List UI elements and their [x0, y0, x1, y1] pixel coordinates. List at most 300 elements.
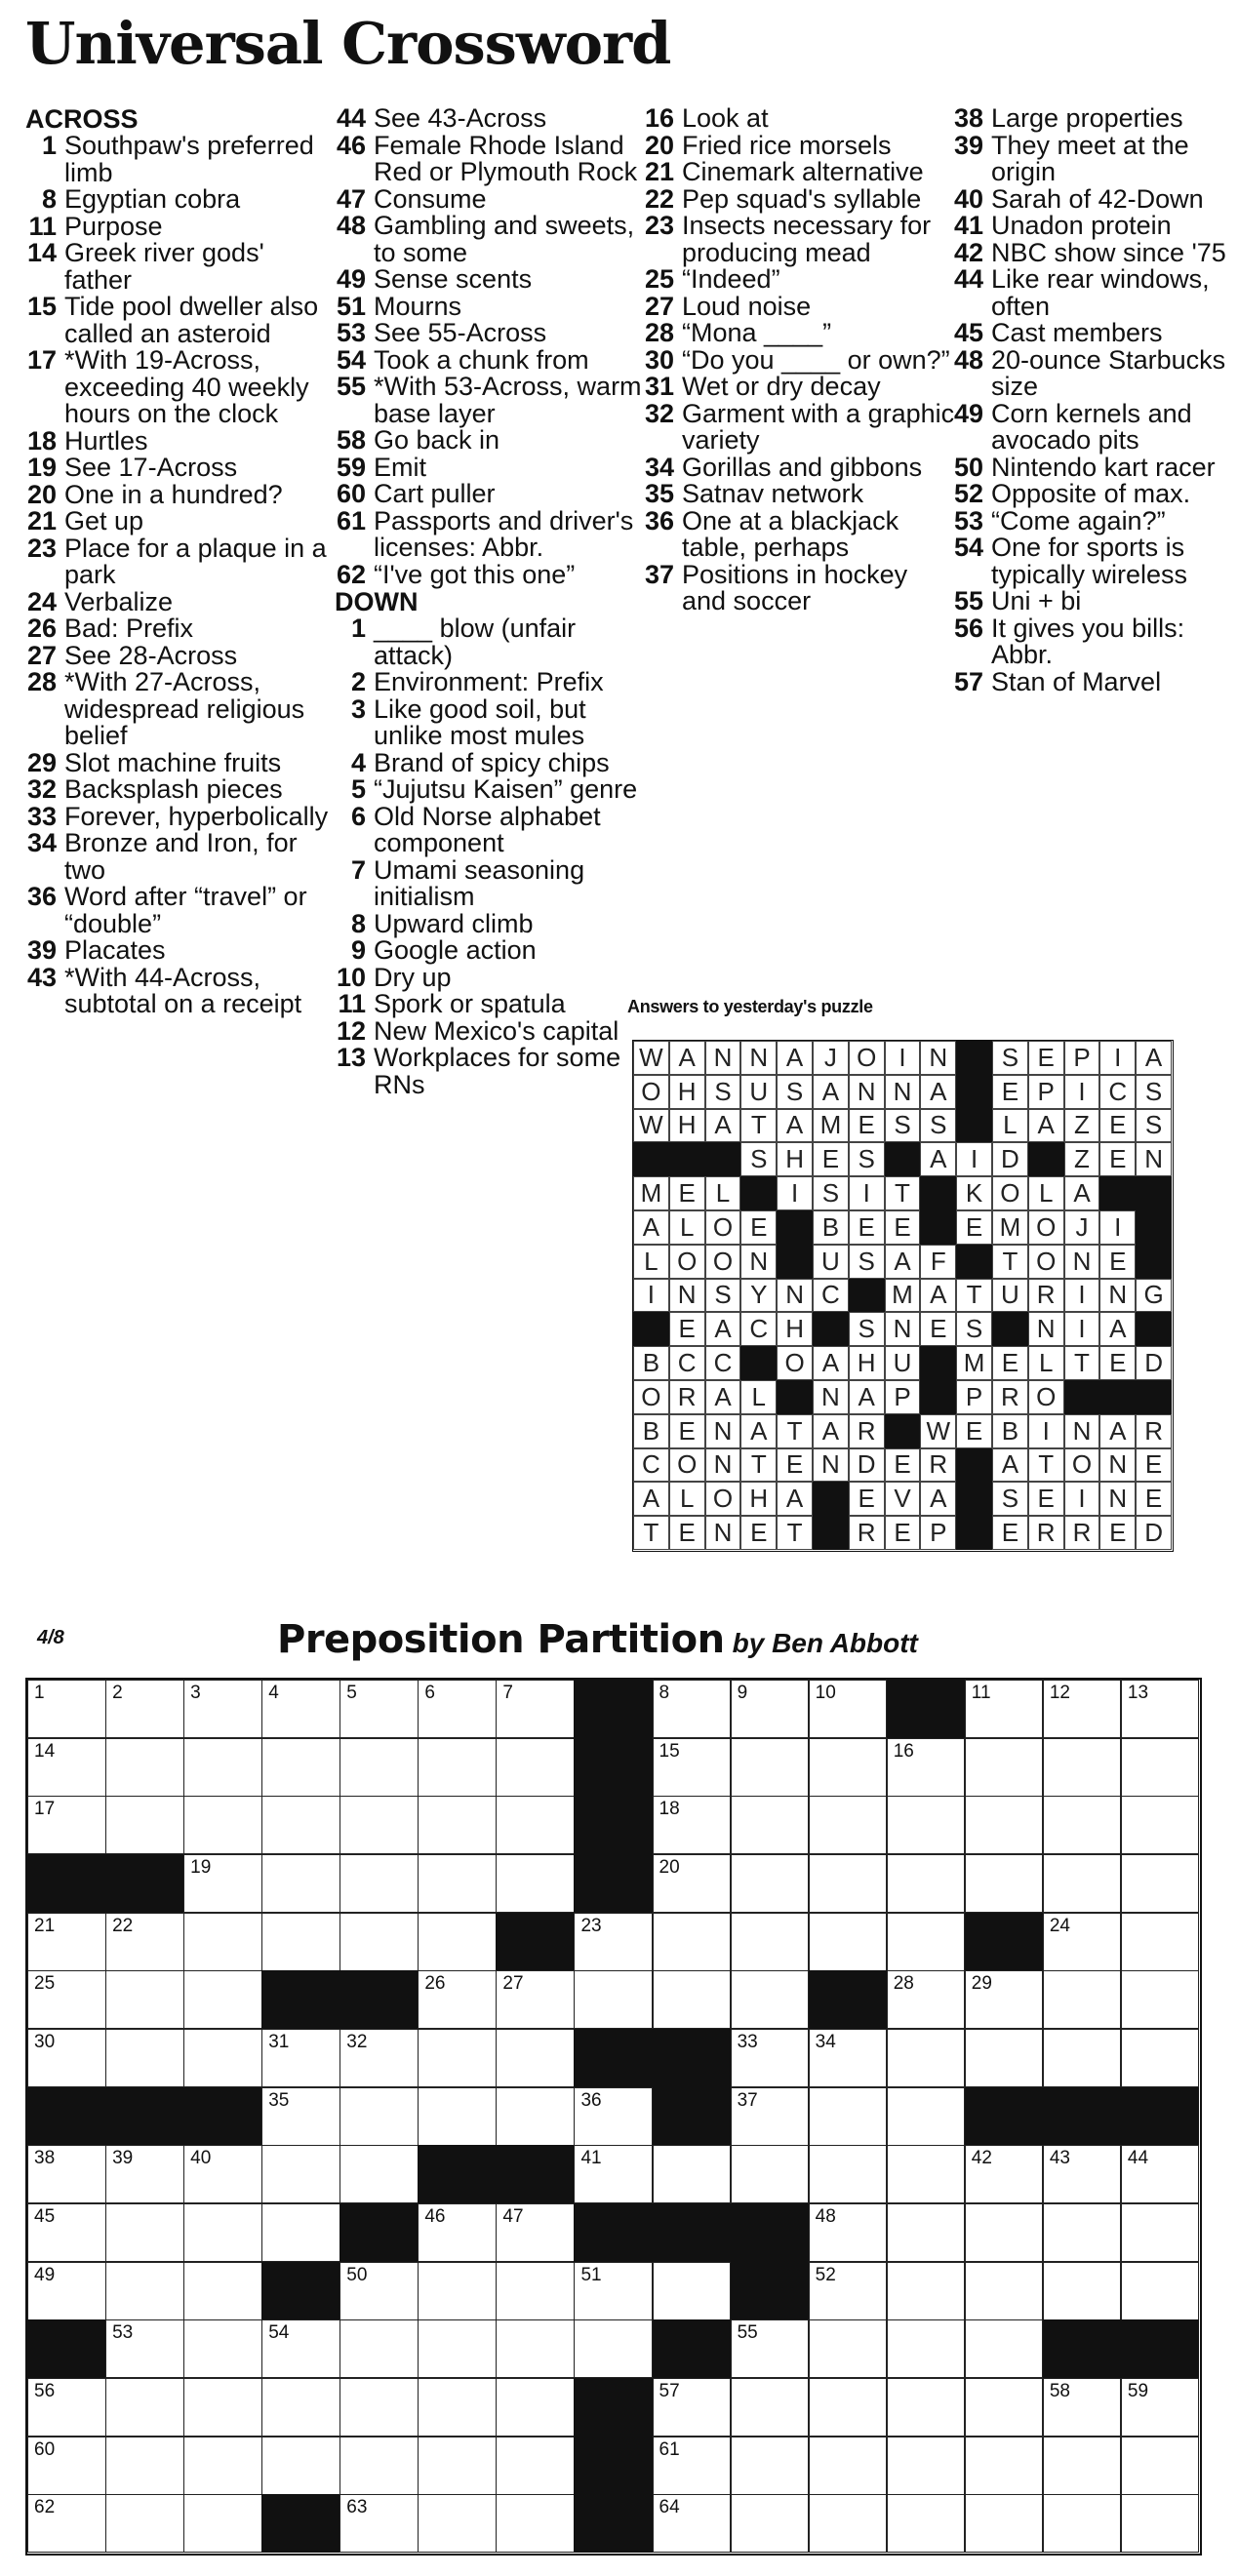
grid-cell[interactable]: [887, 1738, 966, 1797]
across-clue-27[interactable]: [25, 640, 338, 670]
across-clue-14[interactable]: [25, 240, 338, 294]
grid-cell[interactable]: [183, 1738, 262, 1797]
grid-cell[interactable]: [183, 1913, 262, 1971]
clue-text: Bad: Prefix: [64, 614, 194, 643]
clue-text: Greek river gods' father: [64, 238, 264, 295]
down-clue-1[interactable]: [335, 615, 652, 669]
grid-cell[interactable]: [731, 2029, 810, 2087]
grid-cell[interactable]: [105, 2145, 184, 2203]
across-clue-21[interactable]: [25, 508, 338, 535]
grid-cell[interactable]: [183, 2494, 262, 2553]
answer-cell: N: [920, 1041, 956, 1075]
down-clue-25[interactable]: [643, 266, 955, 294]
grid-cell[interactable]: [27, 1913, 106, 1971]
grid-cell[interactable]: [27, 1680, 106, 1738]
grid-cell[interactable]: [653, 2262, 732, 2320]
down-clue-38[interactable]: [952, 105, 1238, 133]
grid-cell[interactable]: [496, 2087, 575, 2146]
grid-cell[interactable]: [261, 1680, 340, 1738]
down-clue-10[interactable]: [335, 962, 652, 992]
across-clue-62[interactable]: [335, 559, 652, 589]
grid-cell[interactable]: [339, 2087, 419, 2146]
clue-text: Brand of spicy chips: [374, 747, 610, 777]
grid-block: [574, 2029, 653, 2087]
grid-cell[interactable]: [418, 2494, 497, 2553]
grid-cell[interactable]: [339, 2262, 419, 2320]
grid-cell[interactable]: [105, 2378, 184, 2437]
grid-cell[interactable]: [496, 2437, 575, 2495]
grid-cell[interactable]: [809, 1796, 888, 1854]
down-clue-50[interactable]: [952, 452, 1238, 482]
down-clue-4[interactable]: [335, 747, 652, 777]
grid-cell[interactable]: [1043, 1796, 1122, 1854]
grid-cell[interactable]: [1121, 2262, 1200, 2320]
grid-cell[interactable]: [183, 2029, 262, 2087]
grid-cell[interactable]: [496, 1970, 575, 2029]
grid-cell[interactable]: [965, 2203, 1044, 2262]
grid-cell[interactable]: [1121, 1970, 1200, 2029]
grid-cell[interactable]: [1043, 1913, 1122, 1971]
grid-cell[interactable]: [731, 1913, 810, 1971]
across-clue-11[interactable]: [25, 211, 338, 241]
grid-cell[interactable]: [261, 2145, 340, 2203]
grid-cell[interactable]: [887, 1854, 966, 1913]
grid-cell[interactable]: [1121, 1796, 1200, 1854]
grid-cell[interactable]: [496, 2319, 575, 2378]
down-clue-39[interactable]: [952, 130, 1238, 186]
across-clue-19[interactable]: [25, 455, 338, 482]
grid-cell[interactable]: [339, 1796, 419, 1854]
grid-cell[interactable]: [653, 1913, 732, 1971]
grid-cell[interactable]: [1043, 2145, 1122, 2203]
grid-cell[interactable]: [887, 2437, 966, 2495]
grid-cell[interactable]: [887, 1913, 966, 1971]
grid-cell[interactable]: [887, 2319, 966, 2378]
grid-cell[interactable]: [261, 2203, 340, 2262]
down-clue-11[interactable]: [335, 991, 652, 1018]
down-clue-20[interactable]: [643, 130, 955, 160]
grid-cell[interactable]: [965, 2378, 1044, 2437]
grid-cell[interactable]: [574, 2319, 653, 2378]
grid-cell[interactable]: [418, 1854, 497, 1913]
answer-cell: K: [956, 1176, 992, 1210]
down-clue-23[interactable]: [643, 213, 955, 266]
grid-cell[interactable]: [496, 2029, 575, 2087]
grid-cell[interactable]: [809, 2437, 888, 2495]
answer-cell: W: [633, 1041, 669, 1075]
grid-cell[interactable]: [809, 1854, 888, 1913]
grid-cell[interactable]: [496, 2378, 575, 2437]
down-clue-41[interactable]: [952, 213, 1238, 240]
grid-cell[interactable]: [261, 2319, 340, 2378]
down-clue-55[interactable]: [952, 588, 1238, 615]
grid-cell[interactable]: [27, 1796, 106, 1854]
answer-cell: Z: [1064, 1109, 1100, 1143]
grid-cell[interactable]: [105, 2319, 184, 2378]
grid-cell[interactable]: [965, 1854, 1044, 1913]
across-clue-33[interactable]: [25, 801, 338, 831]
grid-cell[interactable]: [183, 1680, 262, 1738]
grid-cell[interactable]: [887, 2145, 966, 2203]
grid-cell[interactable]: [887, 2087, 966, 2146]
grid-cell[interactable]: [183, 2203, 262, 2262]
puzzle-byline: by Ben Abbott: [732, 1628, 918, 1658]
down-clue-3[interactable]: [335, 696, 652, 750]
grid-cell[interactable]: [339, 1913, 419, 1971]
clue-text: Loud noise: [682, 291, 812, 321]
grid-cell[interactable]: [496, 2203, 575, 2262]
across-clue-61[interactable]: [335, 505, 652, 562]
grid-cell[interactable]: [1121, 2145, 1200, 2203]
grid-cell[interactable]: [183, 2319, 262, 2378]
grid-cell[interactable]: [887, 1970, 966, 2029]
grid-cell[interactable]: [105, 1970, 184, 2029]
grid-cell[interactable]: [1043, 2378, 1122, 2437]
across-clue-1[interactable]: [25, 133, 338, 186]
grid-cell-number: 7: [502, 1683, 513, 1703]
across-clue-53[interactable]: [335, 320, 652, 347]
grid-cell[interactable]: [496, 1738, 575, 1797]
grid-cell[interactable]: [27, 1738, 106, 1797]
grid-cell[interactable]: [965, 2494, 1044, 2553]
grid-cell[interactable]: [1043, 2203, 1122, 2262]
grid-cell[interactable]: [261, 2437, 340, 2495]
down-clue-34[interactable]: [643, 452, 955, 482]
down-clue-22[interactable]: [643, 183, 955, 214]
grid-cell[interactable]: [418, 2319, 497, 2378]
grid-cell[interactable]: [418, 2029, 497, 2087]
across-clue-49[interactable]: [335, 266, 652, 294]
grid-cell[interactable]: [809, 2203, 888, 2262]
grid-cell[interactable]: [496, 1796, 575, 1854]
grid-cell[interactable]: [27, 2262, 106, 2320]
down-clue-12[interactable]: [335, 1015, 652, 1046]
grid-cell[interactable]: [1121, 2378, 1200, 2437]
across-clue-18[interactable]: [25, 425, 338, 456]
grid-cell-number: 57: [659, 2381, 680, 2401]
grid-cell[interactable]: [1121, 1854, 1200, 1913]
grid-cell[interactable]: [653, 2145, 732, 2203]
across-clue-46[interactable]: [335, 130, 652, 186]
grid-cell[interactable]: [1043, 1680, 1122, 1738]
down-clue-49[interactable]: [952, 398, 1238, 455]
grid-cell-number: 17: [34, 1799, 56, 1820]
grid-cell[interactable]: [27, 1970, 106, 2029]
across-clue-17[interactable]: [25, 347, 338, 428]
down-clue-27[interactable]: [643, 291, 955, 321]
grid-cell[interactable]: [809, 2378, 888, 2437]
grid-cell[interactable]: [965, 2029, 1044, 2087]
down-clue-40[interactable]: [952, 183, 1238, 214]
across-clue-43[interactable]: [25, 962, 338, 1018]
grid-cell[interactable]: [418, 1738, 497, 1797]
grid-cell[interactable]: [183, 1970, 262, 2029]
across-clue-54[interactable]: [335, 344, 652, 375]
down-clue-37[interactable]: [643, 559, 955, 615]
grid-cell[interactable]: [1043, 2029, 1122, 2087]
grid-cell[interactable]: [653, 2378, 732, 2437]
answer-block: [1099, 1176, 1136, 1210]
grid-cell[interactable]: [653, 1680, 732, 1738]
grid-cell[interactable]: [1121, 1913, 1200, 1971]
grid-cell[interactable]: [496, 1680, 575, 1738]
grid-cell[interactable]: [105, 1680, 184, 1738]
across-clue-51[interactable]: [335, 291, 652, 321]
down-clue-35[interactable]: [643, 481, 955, 508]
down-clue-36[interactable]: [643, 505, 955, 562]
down-clue-5[interactable]: [335, 776, 652, 804]
grid-cell[interactable]: [27, 2437, 106, 2495]
down-clue-52[interactable]: [952, 481, 1238, 508]
grid-cell[interactable]: [339, 1854, 419, 1913]
grid-cell[interactable]: [809, 2494, 888, 2553]
grid-cell[interactable]: [1121, 2437, 1200, 2495]
clue-number: 20: [644, 130, 674, 160]
grid-cell[interactable]: [887, 2262, 966, 2320]
grid-cell[interactable]: [418, 2203, 497, 2262]
grid-cell[interactable]: [731, 1854, 810, 1913]
grid-cell[interactable]: [731, 2145, 810, 2203]
grid-cell[interactable]: [183, 2437, 262, 2495]
down-clue-21[interactable]: [643, 159, 955, 186]
grid-cell[interactable]: [1043, 2437, 1122, 2495]
crossword-grid[interactable]: [25, 1678, 1202, 2556]
grid-cell[interactable]: [105, 2437, 184, 2495]
grid-cell[interactable]: [574, 2087, 653, 2146]
down-clue-42[interactable]: [952, 237, 1238, 267]
grid-cell[interactable]: [809, 2087, 888, 2146]
grid-cell[interactable]: [27, 2378, 106, 2437]
grid-cell[interactable]: [339, 2029, 419, 2087]
across-clue-55[interactable]: [335, 374, 652, 427]
across-clue-23[interactable]: [25, 535, 338, 589]
down-clue-7[interactable]: [335, 854, 652, 911]
answer-cell: N: [813, 1380, 849, 1414]
answer-cell: E: [849, 1210, 885, 1245]
grid-cell[interactable]: [731, 2378, 810, 2437]
grid-cell[interactable]: [339, 2319, 419, 2378]
grid-cell[interactable]: [965, 1738, 1044, 1797]
down-clue-56[interactable]: [952, 615, 1238, 669]
grid-cell[interactable]: [261, 1738, 340, 1797]
grid-cell[interactable]: [105, 2029, 184, 2087]
down-clue-54[interactable]: [952, 535, 1238, 588]
down-clue-6[interactable]: [335, 801, 652, 857]
grid-cell[interactable]: [339, 1680, 419, 1738]
grid-cell[interactable]: [261, 2378, 340, 2437]
grid-cell[interactable]: [183, 1796, 262, 1854]
across-clue-8[interactable]: [25, 186, 338, 214]
clue-text: Gambling and sweets, to some: [374, 211, 635, 267]
grid-cell[interactable]: [731, 1680, 810, 1738]
down-clue-2[interactable]: [335, 669, 652, 696]
grid-cell[interactable]: [105, 2494, 184, 2553]
grid-cell[interactable]: [27, 2203, 106, 2262]
clue-number: 44: [953, 264, 983, 294]
grid-cell[interactable]: [27, 2029, 106, 2087]
down-clue-48[interactable]: [952, 344, 1238, 401]
across-clue-36[interactable]: [25, 884, 338, 937]
grid-cell[interactable]: [1043, 1970, 1122, 2029]
grid-cell[interactable]: [887, 2494, 966, 2553]
grid-cell[interactable]: [105, 2203, 184, 2262]
grid-cell[interactable]: [809, 1913, 888, 1971]
grid-cell[interactable]: [418, 2437, 497, 2495]
down-clue-28[interactable]: [643, 320, 955, 347]
grid-cell[interactable]: [496, 1854, 575, 1913]
grid-cell[interactable]: [574, 2262, 653, 2320]
grid-cell[interactable]: [418, 1970, 497, 2029]
grid-cell[interactable]: [1043, 2262, 1122, 2320]
answer-cell: S: [813, 1176, 849, 1210]
grid-cell[interactable]: [1121, 1738, 1200, 1797]
grid-cell[interactable]: [27, 2494, 106, 2553]
across-clue-34[interactable]: [25, 830, 338, 884]
grid-cell[interactable]: [339, 2437, 419, 2495]
grid-cell[interactable]: [809, 2319, 888, 2378]
across-clue-47[interactable]: [335, 183, 652, 214]
down-clue-30[interactable]: [643, 344, 955, 375]
grid-cell[interactable]: [496, 2494, 575, 2553]
answer-cell: N: [740, 1245, 777, 1279]
grid-cell[interactable]: [965, 2437, 1044, 2495]
down-clue-31[interactable]: [643, 374, 955, 401]
clue-number: 52: [953, 479, 983, 508]
down-clue-57[interactable]: [952, 666, 1238, 696]
across-clue-59[interactable]: [335, 452, 652, 482]
clue-number: 11: [338, 989, 366, 1018]
down-clue-53[interactable]: [952, 505, 1238, 535]
across-clue-28[interactable]: [25, 669, 338, 750]
grid-cell[interactable]: [105, 1738, 184, 1797]
down-clue-44[interactable]: [952, 266, 1238, 320]
grid-cell[interactable]: [809, 2145, 888, 2203]
clue-number: 55: [953, 586, 983, 615]
grid-cell[interactable]: [1121, 2029, 1200, 2087]
grid-cell[interactable]: [809, 2029, 888, 2087]
grid-cell[interactable]: [965, 2145, 1044, 2203]
grid-cell[interactable]: [653, 1970, 732, 2029]
across-clue-39[interactable]: [25, 937, 338, 965]
clue-number: 16: [644, 103, 674, 133]
grid-cell[interactable]: [731, 1738, 810, 1797]
grid-cell[interactable]: [418, 1913, 497, 1971]
grid-cell[interactable]: [574, 2145, 653, 2203]
grid-cell[interactable]: [418, 1680, 497, 1738]
across-clue-60[interactable]: [335, 481, 652, 508]
grid-cell[interactable]: [731, 2319, 810, 2378]
down-clue-9[interactable]: [335, 937, 652, 965]
grid-cell[interactable]: [887, 2378, 966, 2437]
grid-cell[interactable]: [339, 2145, 419, 2203]
grid-cell[interactable]: [261, 2029, 340, 2087]
grid-cell[interactable]: [887, 2203, 966, 2262]
down-clue-13[interactable]: [335, 1045, 652, 1098]
grid-cell[interactable]: [183, 2262, 262, 2320]
grid-cell[interactable]: [339, 1738, 419, 1797]
grid-cell[interactable]: [965, 2319, 1044, 2378]
grid-cell[interactable]: [261, 1796, 340, 1854]
grid-cell[interactable]: [496, 2262, 575, 2320]
grid-cell[interactable]: [1121, 1680, 1200, 1738]
grid-cell[interactable]: [27, 2145, 106, 2203]
grid-cell[interactable]: [809, 1738, 888, 1797]
across-clue-15[interactable]: [25, 294, 338, 347]
across-clue-20[interactable]: [25, 479, 338, 509]
grid-cell[interactable]: [965, 1796, 1044, 1854]
grid-cell[interactable]: [653, 2494, 732, 2553]
grid-cell[interactable]: [183, 1854, 262, 1913]
grid-cell-number: 8: [659, 1683, 670, 1703]
grid-cell[interactable]: [105, 1796, 184, 1854]
grid-cell[interactable]: [653, 1738, 732, 1797]
grid-cell[interactable]: [1043, 2494, 1122, 2553]
answer-cell: R: [1028, 1516, 1064, 1550]
grid-cell[interactable]: [261, 1854, 340, 1913]
across-clue-44[interactable]: [335, 105, 652, 133]
grid-cell[interactable]: [809, 2262, 888, 2320]
grid-cell[interactable]: [809, 1680, 888, 1738]
grid-cell[interactable]: [1043, 1738, 1122, 1797]
across-clue-58[interactable]: [335, 427, 652, 455]
grid-cell[interactable]: [887, 2029, 966, 2087]
grid-cell[interactable]: [965, 1680, 1044, 1738]
grid-cell[interactable]: [418, 1796, 497, 1854]
grid-cell[interactable]: [731, 1796, 810, 1854]
grid-cell[interactable]: [418, 2378, 497, 2437]
clue-number: 22: [644, 183, 674, 214]
grid-cell[interactable]: [731, 2494, 810, 2553]
grid-cell[interactable]: [965, 2262, 1044, 2320]
grid-cell[interactable]: [731, 2087, 810, 2146]
grid-cell[interactable]: [653, 2437, 732, 2495]
across-clue-24[interactable]: [25, 586, 338, 616]
grid-cell[interactable]: [965, 1970, 1044, 2029]
grid-cell[interactable]: [731, 2437, 810, 2495]
grid-cell[interactable]: [339, 2494, 419, 2553]
grid-cell[interactable]: [261, 2087, 340, 2146]
clue-text: Gorillas and gibbons: [682, 452, 923, 482]
across-clue-29[interactable]: [25, 747, 338, 777]
grid-cell[interactable]: [1043, 1854, 1122, 1913]
grid-cell[interactable]: [183, 2378, 262, 2437]
grid-cell[interactable]: [653, 1796, 732, 1854]
clue-text: Go back in: [374, 425, 500, 455]
grid-cell[interactable]: [731, 1970, 810, 2029]
across-clue-48[interactable]: [335, 213, 652, 266]
grid-cell[interactable]: [887, 1796, 966, 1854]
grid-cell-number: 46: [424, 2206, 446, 2227]
grid-cell[interactable]: [339, 2378, 419, 2437]
across-clue-32[interactable]: [25, 776, 338, 804]
grid-cell[interactable]: [653, 1854, 732, 1913]
grid-cell[interactable]: [418, 2262, 497, 2320]
grid-cell[interactable]: [261, 1913, 340, 1971]
grid-cell[interactable]: [418, 2087, 497, 2146]
grid-cell[interactable]: [1121, 2203, 1200, 2262]
grid-cell[interactable]: [574, 1970, 653, 2029]
down-clue-8[interactable]: [335, 908, 652, 938]
grid-cell[interactable]: [105, 1913, 184, 1971]
down-clue-32[interactable]: [643, 398, 955, 455]
grid-cell[interactable]: [574, 1913, 653, 1971]
down-clue-16[interactable]: [643, 105, 955, 133]
across-clue-26[interactable]: [25, 615, 338, 643]
down-clue-45[interactable]: [952, 320, 1238, 347]
grid-cell[interactable]: [1121, 2494, 1200, 2553]
grid-cell[interactable]: [183, 2145, 262, 2203]
grid-cell[interactable]: [105, 2262, 184, 2320]
